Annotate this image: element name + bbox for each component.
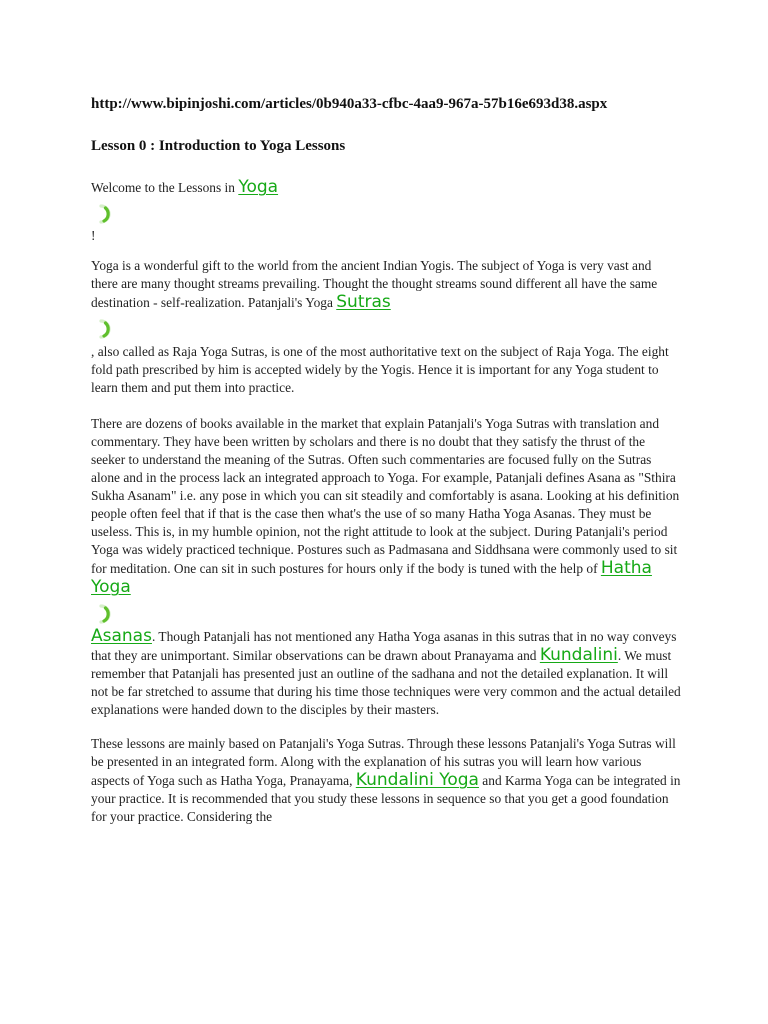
loading-spinner-icon xyxy=(92,203,114,225)
yoga-link[interactable]: Yoga xyxy=(238,177,279,197)
article-url: http://www.bipinjoshi.com/articles/0b940a33-cfbc-4aa9-967a-57b16e693d38.aspx xyxy=(91,96,608,112)
paragraph-intro xyxy=(91,257,681,312)
hatha-yoga-link[interactable]: Hatha Yoga xyxy=(91,558,652,597)
kundalini-link[interactable]: Kundalini xyxy=(539,645,618,665)
welcome-text: Welcome to the Lessons in xyxy=(91,180,239,195)
page-title: Lesson 0 : Introduction to Yoga Lessons xyxy=(91,138,346,154)
paragraph-raja-yoga: , also called as Raja Yoga Sutras, is one of the most authoritative text on the subject of Raja Yoga. The eight fold path prescribed by him is accepted widely by the Yogis. Hence it is important for any Yoga student to learn them and put them into practice. xyxy=(91,344,669,395)
loading-spinner-icon xyxy=(92,603,114,625)
paragraph-lessons xyxy=(91,735,681,826)
paragraph-lessons-text-1: These lessons are mainly based on Patanjali's Yoga Sutras. Through these lessons Patanjali's Yoga Sutras will be presented in an integrated form. Along with the explanation of his sutras you will learn how various aspects of Yoga such as Hatha Yoga, Pranayama, xyxy=(91,736,676,788)
sutras-link[interactable]: Sutras xyxy=(336,292,391,312)
paragraph-commentary-text: There are dozens of books available in the market that explain Patanjali's Yoga Sutras with translation and commentary. They have been written by scholars and there is no doubt that they satisfy the thrust of the seeker to understand the meaning of the Sutras. Often such commentaries are focused fully on the Sutras alone and in the process lack an integrated approach to Yoga. For example, Patanjali defines Asana as "Sthira Sukha Asanam" i.e. any pose in which you can sit steadily and comfortably is asana. Looking at his definition people often feel that if that is the case then what's the use of so many Hatha Yoga Asanas. They must be useless. This is, in my humble opinion, not the right attitude to look at the subject. During Patanjali's period Yoga was widely practiced technique. Postures such as Padmasana and Siddhsana were commonly used to sit for meditation. One can sit in such postures for hours only if the body is tuned with the help of xyxy=(91,416,680,576)
loading-spinner-icon xyxy=(92,318,114,340)
asanas-link[interactable]: Asanas xyxy=(91,626,152,646)
paragraph-intro-text: Yoga is a wonderful gift to the world from the ancient Indian Yogis. The subject of Yoga is very vast and there are many thought streams prevailing. Thought the thought streams sound different all have the same destination - self-realization. Patanjali's Yoga xyxy=(91,258,658,310)
paragraph-asanas xyxy=(91,627,681,719)
paragraph-lessons-text-2: and Karma Yoga can be integrated in your practice. It is recommended that you study these lessons in sequence so that you get a good foundation for your practice. Considering the xyxy=(91,773,681,824)
kundalini-yoga-link[interactable]: Kundalini Yoga xyxy=(355,770,479,790)
welcome-line xyxy=(91,178,681,197)
exclamation-text: ! xyxy=(91,228,96,243)
paragraph-commentary xyxy=(91,415,681,597)
paragraph-asanas-text-2: . We must remember that Patanjali has presented just an outline of the sadhana and not the detailed explanation. It will not be far stretched to assume that during his time those techniques were very common and the actual detailed explanations were handed down to the disciples by their masters. xyxy=(91,648,681,717)
article xyxy=(91,94,681,826)
paragraph-asanas-text-1: . Though Patanjali has not mentioned any Hatha Yoga asanas in this sutras that in no way conveys that they are unimportant. Similar observations can be drawn about Pranayama and xyxy=(91,629,677,663)
